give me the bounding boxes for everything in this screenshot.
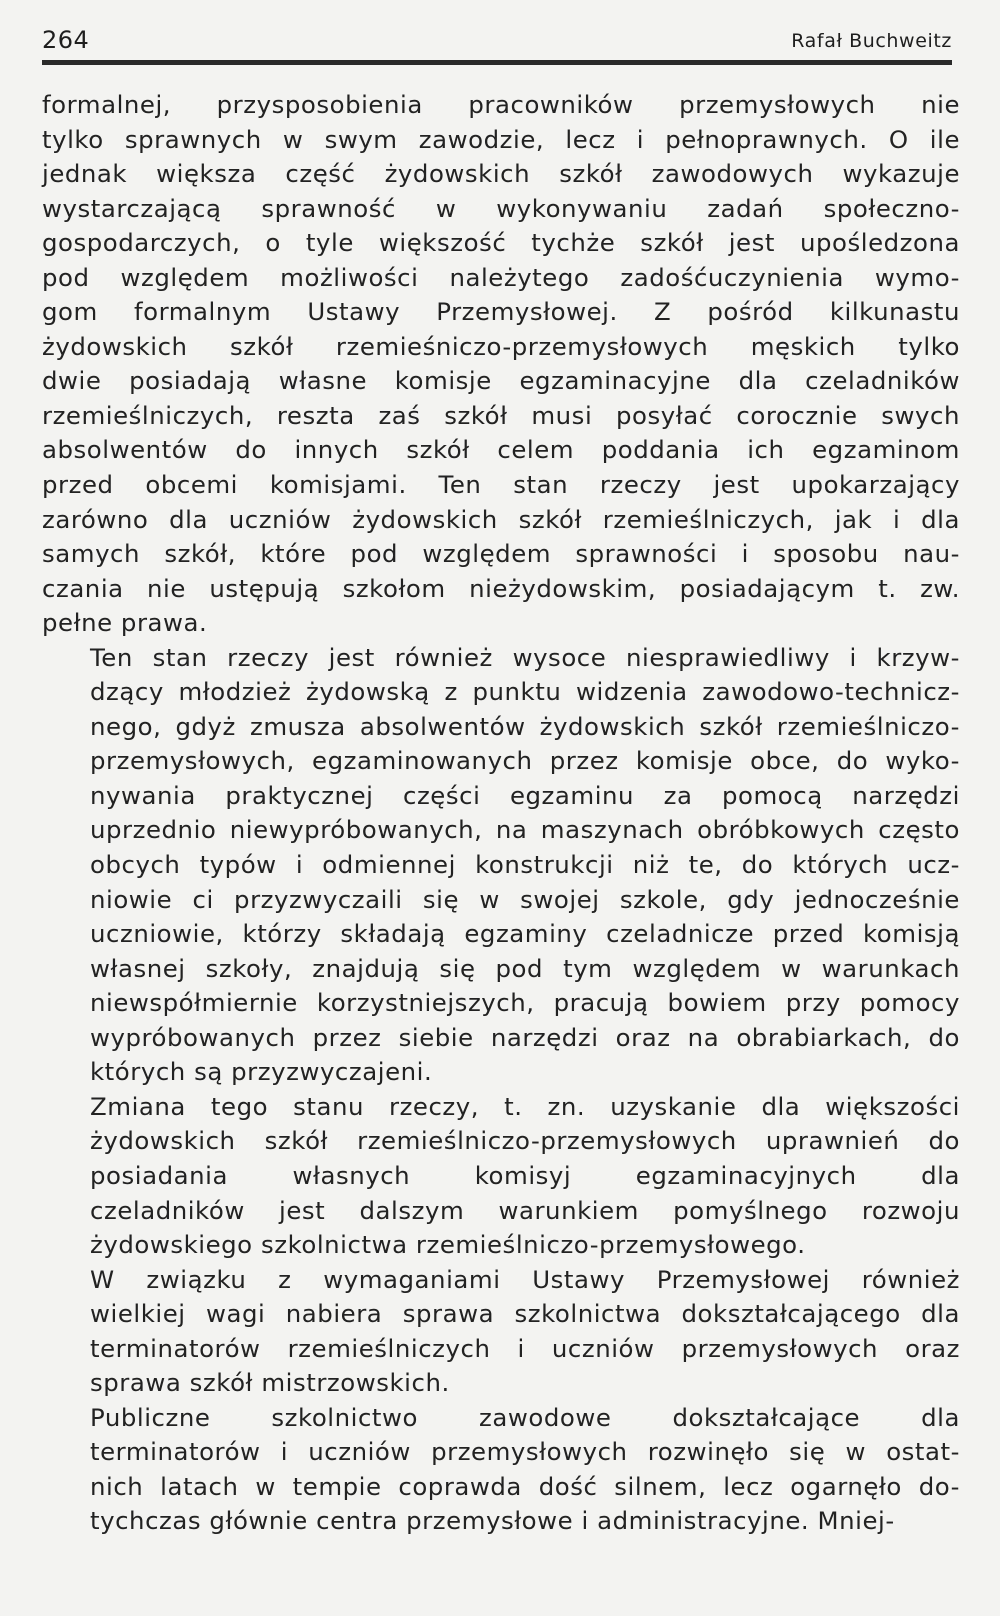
text-line: Publiczne szkolnictwo zawodowe dokształcające dla	[90, 1402, 960, 1432]
text-line: samych szkół, które pod względem sprawności i sposobu nau-	[42, 539, 960, 569]
text-line: czania nie ustępują szkołom nieżydowskim, posiadającym t. zw.	[42, 573, 960, 603]
text-line: niewspółmiernie korzystniejszych, pracują bowiem przy pomocy	[90, 988, 960, 1018]
paragraph	[42, 1401, 960, 1539]
text-line: przemysłowych, egzaminowanych przez komisje obce, do wyko-	[90, 746, 960, 776]
text-line: W związku z wymaganiami Ustawy Przemysłowej również	[90, 1264, 960, 1294]
text-line: żydowskich szkół rzemieślniczo-przemysłowych uprawnień do	[90, 1126, 960, 1156]
text-line: własnej szkoły, znajdują się pod tym względem w warunkach	[90, 953, 960, 983]
text-line: czeladników jest dalszym warunkiem pomyślnego rozwoju	[90, 1195, 960, 1225]
text-line: dwie posiadają własne komisje egzaminacyjne dla czeladników	[42, 366, 960, 396]
header-rule	[42, 60, 952, 65]
paragraph	[42, 1263, 960, 1401]
text-line: Zmiana tego stanu rzeczy, t. zn. uzyskanie dla większości	[90, 1091, 960, 1121]
text-line: nywania praktycznej części egzaminu za pomocą narzędzi	[90, 780, 960, 810]
text-line: posiadania własnych komisyj egzaminacyjnych dla	[90, 1160, 960, 1190]
text-line: terminatorów rzemieślniczych i uczniów przemysłowych oraz	[90, 1333, 960, 1363]
text-line: sprawa szkół mistrzowskich.	[90, 1368, 450, 1398]
text-line: tychczas głównie centra przemysłowe i administracyjne. Mniej-	[90, 1506, 895, 1536]
page-header	[42, 22, 952, 70]
paragraph	[42, 641, 960, 1090]
text-line: pełne prawa.	[42, 608, 208, 638]
text-line: formalnej, przysposobienia pracowników przemysłowych nie	[42, 90, 960, 119]
text-line: żydowskich szkół rzemieśniczo-przemysłowych męskich tylko	[42, 331, 960, 361]
text-line: terminatorów i uczniów przemysłowych rozwinęło się w ostat-	[90, 1437, 960, 1467]
body-text	[42, 88, 960, 1539]
text-line: wielkiej wagi nabiera sprawa szkolnictwa dokształcającego dla	[90, 1299, 960, 1329]
text-line: niowie ci przyzwyczaili się w swojej szkole, gdy jednocześnie	[90, 884, 960, 914]
text-line: gospodarczych, o tyle większość tychże szkół jest upośledzona	[42, 228, 960, 258]
text-line: pod względem możliwości należytego zadośćuczynienia wymo-	[42, 262, 960, 292]
text-line: których są przyzwyczajeni.	[90, 1057, 433, 1087]
text-line: obcych typów i odmiennej konstrukcji niż te, do których ucz-	[90, 850, 960, 880]
paragraph	[42, 88, 960, 641]
text-line: uprzednio niewypróbowanych, na maszynach obróbkowych często	[90, 815, 960, 845]
paragraph	[42, 1090, 960, 1263]
text-line: rzemieślniczych, reszta zaś szkół musi posyłać corocznie swych	[42, 400, 960, 430]
text-line: dzący młodzież żydowską z punktu widzenia zawodowo-technicz-	[90, 677, 960, 707]
text-line: Ten stan rzeczy jest również wysoce niesprawiedliwy i krzyw-	[90, 642, 960, 672]
text-line: tylko sprawnych w swym zawodzie, lecz i pełnoprawnych. O ile	[42, 124, 960, 154]
text-line: jednak większa część żydowskich szkół zawodowych wykazuje	[42, 159, 960, 189]
text-line: gom formalnym Ustawy Przemysłowej. Z pośród kilkunastu	[42, 297, 960, 327]
text-line: nego, gdyż zmusza absolwentów żydowskich szkół rzemieślniczo-	[90, 711, 960, 741]
text-line: wystarczającą sprawność w wykonywaniu zadań społeczno-	[42, 193, 960, 223]
text-line: zarówno dla uczniów żydowskich szkół rzemieślniczych, jak i dla	[42, 504, 960, 534]
text-line: żydowskiego szkolnictwa rzemieślniczo-przemysłowego.	[90, 1230, 806, 1260]
page-number: 264	[42, 26, 90, 54]
text-line: przed obcemi komisjami. Ten stan rzeczy jest upokarzający	[42, 470, 960, 500]
text-line: absolwentów do innych szkół celem poddania ich egzaminom	[42, 435, 960, 465]
text-line: wypróbowanych przez siebie narzędzi oraz na obrabiarkach, do	[90, 1022, 960, 1052]
text-line: nich latach w tempie coprawda dość silnem, lecz ogarnęło do-	[90, 1471, 960, 1501]
running-head-author: Rafał Buchweitz	[791, 30, 952, 52]
text-line: uczniowie, którzy składają egzaminy czeladnicze przed komisją	[90, 919, 960, 949]
